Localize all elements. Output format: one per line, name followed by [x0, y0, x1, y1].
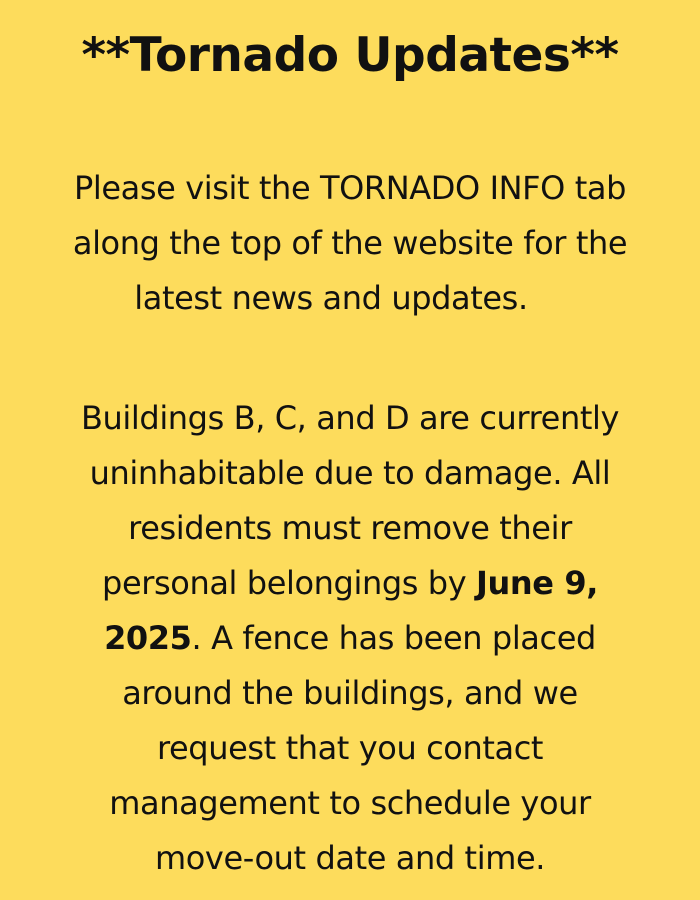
- building-damage-line-1: Buildings B, C, and D are currently: [80, 399, 620, 437]
- building-damage-line-8: management to schedule your: [109, 784, 591, 822]
- deadline-date-part-1: June 9,: [476, 564, 598, 602]
- building-damage-line-4: [0, 556, 700, 611]
- tornado-info-line-3: latest news and updates.: [134, 279, 528, 317]
- deadline-date-part-2: 2025: [104, 619, 192, 657]
- building-damage-paragraph: [0, 391, 700, 886]
- building-damage-line-3: residents must remove their: [128, 509, 572, 547]
- fence-text: . A fence has been placed: [191, 619, 596, 657]
- tornado-info-paragraph: [0, 161, 700, 326]
- building-damage-line-5: [0, 611, 700, 666]
- building-damage-line-6: around the buildings, and we: [122, 674, 578, 712]
- building-damage-line-7: request that you contact: [156, 729, 544, 767]
- notice-title: **Tornado Updates**: [81, 28, 619, 83]
- tornado-info-line-1: Please visit the TORNADO INFO tab: [73, 169, 627, 207]
- tornado-info-line-2: along the top of the website for the: [72, 224, 628, 262]
- belongings-text: personal belongings by: [102, 564, 477, 602]
- building-damage-line-2: uninhabitable due to damage. All: [89, 454, 611, 492]
- building-damage-line-9: move-out date and time.: [154, 839, 546, 877]
